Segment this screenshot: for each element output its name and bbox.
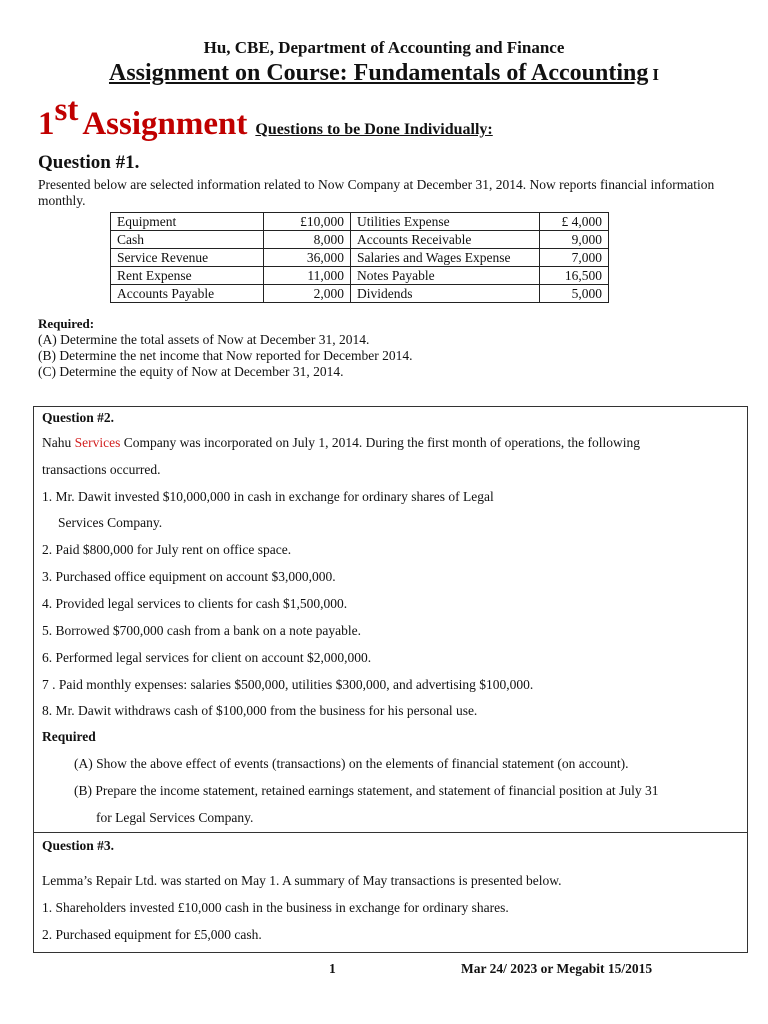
table-cell: Dividends	[351, 285, 540, 303]
course-roman: I	[652, 65, 659, 84]
required-item: (A) Determine the total assets of Now at December 31, 2014.	[38, 332, 370, 347]
required-item: (A) Show the above effect of events (transactions) on the elements of financial statement (on account).	[74, 756, 629, 771]
table-cell: 9,000	[540, 231, 609, 249]
table-cell: Accounts Receivable	[351, 231, 540, 249]
intro-text: Company was incorporated on July 1, 2014. During the first month of operations, the following	[120, 435, 641, 450]
table-cell: Service Revenue	[111, 249, 264, 267]
question-1-title: Question #1.	[38, 152, 140, 173]
table-cell: 5,000	[540, 285, 609, 303]
footer-date: Mar 24/ 2023 or Megabit 15/2015	[461, 961, 653, 976]
required-item: (C) Determine the equity of Now at December 31, 2014.	[38, 364, 344, 379]
question-2-intro	[42, 435, 640, 451]
question-3-line: 1. Shareholders invested £10,000 cash in the business in exchange for ordinary shares.	[42, 900, 509, 915]
assignment-number: 1	[38, 106, 55, 142]
question-3-line: 2. Purchased equipment for £5,000 cash.	[42, 927, 262, 942]
transaction-item: 1. Mr. Dawit invested $10,000,000 in cash in exchange for ordinary shares of Legal	[42, 489, 494, 504]
assignment-title	[38, 92, 493, 143]
table-cell: 36,000	[264, 249, 351, 267]
transaction-item: 8. Mr. Dawit withdraws cash of $100,000 from the business for his personal use.	[42, 703, 478, 718]
transaction-item: 4. Provided legal services to clients for cash $1,500,000.	[42, 596, 348, 611]
table-cell: Salaries and Wages Expense	[351, 249, 540, 267]
table-cell: 7,000	[540, 249, 609, 267]
question-3-box	[33, 832, 748, 953]
table-cell: 8,000	[264, 231, 351, 249]
question-3-line: Lemma’s Repair Ltd. was started on May 1. A summary of May transactions is presented below.	[42, 873, 562, 888]
page-number: 1	[329, 961, 336, 976]
table-row	[111, 231, 609, 249]
assignment-ordinal: st	[54, 92, 79, 128]
required-label: Required	[42, 729, 96, 744]
transaction-item: 6. Performed legal services for client on account $2,000,000.	[42, 650, 372, 665]
transaction-item: 5. Borrowed $700,000 cash from a bank on a note payable.	[42, 623, 362, 638]
intro-text: Nahu	[42, 435, 75, 450]
course-title	[0, 60, 768, 87]
financial-data-table	[110, 212, 609, 303]
table-cell: £10,000	[264, 213, 351, 231]
table-cell: Equipment	[111, 213, 264, 231]
transaction-item: 7 . Paid monthly expenses: salaries $500,000, utilities $300,000, and advertising $100,000.	[42, 677, 534, 692]
table-cell: 16,500	[540, 267, 609, 285]
required-item: (B) Determine the net income that Now reported for December 2014.	[38, 348, 413, 363]
table-cell: Rent Expense	[111, 267, 264, 285]
question-1-required	[38, 316, 413, 380]
question-1-intro: Presented below are selected information related to Now Company at December 31, 2014. Now reports financial information monthly.	[38, 177, 715, 208]
required-item-cont: for Legal Services Company.	[96, 810, 254, 825]
assignment-subtitle: Questions to be Done Individually:	[255, 121, 493, 138]
table-row	[111, 267, 609, 285]
assignment-word: Assignment	[82, 106, 248, 142]
required-item: (B) Prepare the income statement, retained earnings statement, and statement of financial position at July 31	[74, 783, 659, 798]
table-row	[111, 285, 609, 303]
table-row	[111, 249, 609, 267]
intro-highlight: Services	[74, 435, 121, 450]
table-cell: £ 4,000	[540, 213, 609, 231]
question-3-title: Question #3.	[42, 838, 115, 853]
table-cell: 11,000	[264, 267, 351, 285]
question-2-title: Question #2.	[42, 410, 115, 425]
transaction-item-cont: Services Company.	[58, 515, 163, 530]
table-cell: 2,000	[264, 285, 351, 303]
question-2-intro-line2: transactions occurred.	[42, 462, 161, 477]
course-title-text: Assignment on Course: Fundamentals of Accounting	[108, 60, 649, 86]
table-cell: Notes Payable	[351, 267, 540, 285]
table-cell: Cash	[111, 231, 264, 249]
required-label: Required:	[38, 316, 95, 331]
table-cell: Utilities Expense	[351, 213, 540, 231]
transaction-item: 3. Purchased office equipment on account $3,000,000.	[42, 569, 336, 584]
transaction-item: 2. Paid $800,000 for July rent on office space.	[42, 542, 292, 557]
table-row	[111, 213, 609, 231]
table-cell: Accounts Payable	[111, 285, 264, 303]
institution-heading: Hu, CBE, Department of Accounting and Finance	[203, 38, 565, 57]
question-2-box	[33, 406, 748, 833]
